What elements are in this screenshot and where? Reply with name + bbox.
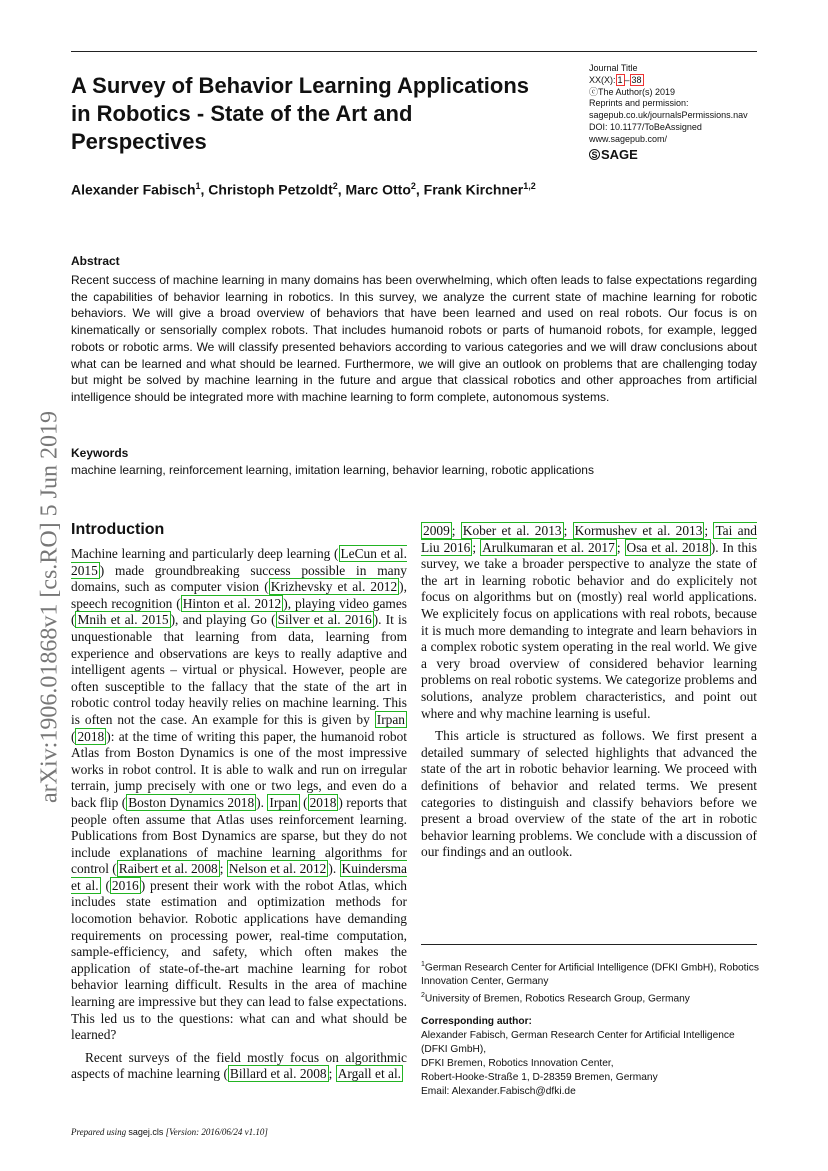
page-link-end[interactable]: 38 bbox=[631, 74, 642, 85]
affiliations bbox=[421, 958, 761, 1007]
citation-link[interactable]: Boston Dynamics 2018 bbox=[128, 794, 255, 810]
citation-link[interactable]: Irpan bbox=[269, 794, 298, 810]
citation-link[interactable]: Kuindersma et al. bbox=[71, 861, 407, 893]
citation-link[interactable]: 2009 bbox=[423, 523, 450, 538]
author-separator: , bbox=[337, 181, 346, 198]
corresponding-email: Email: Alexander.Fabisch@dfki.de bbox=[421, 1085, 576, 1097]
author-name: Christoph Petzoldt bbox=[208, 181, 333, 198]
body-text: ) reports that people often assume that Atlas uses reinforcement learning. Publications from Bost Dynamics are sparse, but they do not include explanations of machine learning algorithms for control ( bbox=[71, 794, 408, 877]
introduction-heading: Introduction bbox=[71, 521, 165, 538]
body-text: ). In this survey, we take a broader perspective to analyze the state of the art in learning robotic behavior and do explicitely not focus on algorithms but on (mostly) real world applications. We explicitely focus on applications with real robots, because it is much more demanding to integrate and learn behaviors in a complex robotic system operating in the real world. We give a very broad overview of considered behavior learning problems on real robotic systems. We categorize problems and solutions, analyze problem characteristics, and point out where and why machine learning is useful. bbox=[421, 539, 757, 721]
address-line: DFKI Bremen, Robotics Innovation Center, bbox=[421, 1057, 614, 1069]
body-text: ), speech recognition ( bbox=[71, 579, 407, 611]
intro-left-column bbox=[71, 546, 407, 1083]
footer: Prepared using sagej.cls [Version: 2016/06/24 v1.10] bbox=[71, 1127, 268, 1137]
reprints: Reprints and permission: bbox=[589, 98, 689, 109]
affiliation-text: University of Bremen, Robotics Research Group, Germany bbox=[424, 993, 690, 1005]
footnote-rule bbox=[421, 944, 757, 945]
body-text: ): at the time of writing this paper, the humanoid robot Atlas from Boston Dynamics is one of the most impressive works in robot control. It is able to walk and run on irregular terrain, jump precisely with one or two legs, and even do a back flip ( bbox=[71, 728, 407, 810]
body-text: ). It is unquestionable that learning from data, learning from experience and observations are keys to really adaptive and intelligent agents – virtual or physical. However, people are often susceptible to the fallacy that the state of the art in robotic control today heavily relies on machine learning. This is often not the case. An example for this is given by bbox=[71, 612, 407, 727]
arxiv-stamp: arXiv:1906.01868v1 [cs.RO] 5 Jun 2019 bbox=[36, 411, 63, 803]
journal-volume: XX(X): 1 – 38 bbox=[589, 74, 642, 85]
author-affiliation-mark: 2 bbox=[410, 181, 416, 191]
body-text: ), playing video games ( bbox=[71, 595, 407, 628]
top-rule bbox=[71, 51, 757, 52]
citation-link[interactable]: Hinton et al. 2012 bbox=[182, 595, 282, 611]
body-text: ; bbox=[616, 539, 625, 555]
body-text: ( bbox=[299, 794, 308, 810]
citation-link[interactable]: Krizhevsky et al. 2012 bbox=[270, 579, 398, 595]
keywords-label: Keywords bbox=[71, 446, 129, 460]
author-affiliation-mark: 1 bbox=[195, 181, 201, 191]
author-separator: , bbox=[415, 181, 424, 198]
citation-link[interactable]: Billard et al. 2008 bbox=[229, 1066, 327, 1082]
affiliation bbox=[421, 958, 761, 989]
citation-link[interactable]: Osa et al. 2018 bbox=[626, 539, 709, 555]
author-affiliation-mark: 2 bbox=[332, 181, 338, 191]
citation-link[interactable]: Tai and Liu 2016 bbox=[421, 523, 757, 555]
body-text: Recent surveys of the field mostly focus on algorithmic aspects of machine learning ( bbox=[71, 1049, 407, 1082]
body-text: Machine learning and particularly deep learning ( bbox=[71, 546, 339, 561]
doi: DOI: 10.1177/ToBeAssigned bbox=[589, 121, 702, 132]
body-text: ; bbox=[704, 523, 714, 538]
citation-link[interactable]: Arulkumaran et al. 2017 bbox=[482, 539, 615, 555]
citation-link[interactable]: 2016 bbox=[111, 877, 139, 893]
paragraph bbox=[71, 546, 407, 1044]
body-text: ). bbox=[328, 861, 340, 877]
citation-link[interactable]: Kober et al. 2013 bbox=[462, 523, 562, 538]
body-text: ; bbox=[219, 861, 227, 877]
paper-title: A Survey of Behavior Learning Applications in Robotics - State of the Art and Perspectives bbox=[71, 73, 530, 154]
corresponding-label: Corresponding author: bbox=[421, 1015, 532, 1027]
page-link-start[interactable]: 1 bbox=[617, 74, 623, 85]
affiliation bbox=[421, 989, 761, 1006]
body-text: ; bbox=[563, 523, 573, 538]
citation-link[interactable]: Kormushev et al. 2013 bbox=[574, 523, 703, 538]
keywords-text: machine learning, reinforcement learning, imitation learning, behavior learning, robotic applications bbox=[71, 463, 594, 477]
arxiv-sidebar bbox=[20, 372, 80, 842]
citation-link[interactable]: Irpan bbox=[376, 711, 405, 727]
abstract-text: Recent success of machine learning in many domains has been overwhelming, which often leads to false expectations regarding the capabilities of behavior learning in robotics. In this survey, we analyze the current state of machine learning for robotic behaviors. We will give a broad overview of behaviors that have been learned and used on real robots. Our focus is on kinematically or sensorially complex robots. That includes humanoid robots or parts of humanoid robots, for example, legged robots or robotic arms. We will classify presented behaviors according to various categories and we will draw conclusions about what can be learned and what should be learned. Furthermore, we will give an outlook on problems that are challenging today but might be solved by machine learning in the future and argue that classical robotics and other approaches from artificial intelligence should be integrated more with machine learning to form complete, autonomous systems. bbox=[71, 273, 757, 404]
paragraph bbox=[71, 1050, 407, 1083]
abstract-label: Abstract bbox=[71, 254, 120, 268]
citation-link[interactable]: Mnih et al. 2015 bbox=[77, 612, 169, 628]
affiliation-text: German Research Center for Artificial Intelligence (DFKI GmbH), Robotics Innovation Center, Germany bbox=[421, 962, 759, 988]
reprints-url: sagepub.co.uk/journalsPermissions.nav bbox=[589, 110, 748, 121]
citation-link[interactable]: 2018 bbox=[309, 794, 337, 810]
body-text: ), and playing Go ( bbox=[170, 612, 276, 628]
intro-right-column bbox=[421, 523, 757, 861]
address-line: Alexander Fabisch, German Research Center for Artificial Intelligence (DFKI GmbH), bbox=[421, 1029, 735, 1055]
author-list bbox=[71, 181, 757, 198]
address-line: Robert-Hooke-Straße 1, D-28359 Bremen, Germany bbox=[421, 1071, 658, 1083]
paragraph bbox=[421, 523, 757, 722]
body-text: ; bbox=[451, 523, 461, 538]
affiliation-mark: 2 bbox=[421, 992, 425, 1000]
copyright: ⓒThe Author(s) 2019 bbox=[589, 86, 676, 97]
body-text: ; bbox=[472, 539, 481, 555]
body-text: ; bbox=[328, 1066, 336, 1082]
body-text: ( bbox=[71, 728, 76, 744]
body-text: ). bbox=[256, 794, 268, 810]
publisher-logo: S SAGE bbox=[589, 149, 789, 161]
journal-info bbox=[589, 63, 789, 160]
citation-link[interactable]: Argall et al. bbox=[337, 1066, 402, 1082]
citation-link[interactable]: Silver et al. 2016 bbox=[277, 612, 372, 628]
citation-link[interactable]: 2018 bbox=[77, 728, 105, 744]
paragraph bbox=[421, 728, 757, 861]
journal-name: Journal Title bbox=[589, 63, 638, 73]
footnotes bbox=[421, 958, 761, 1099]
citation-link[interactable]: Nelson et al. 2012 bbox=[228, 861, 327, 877]
body-text: ) made groundbreaking success possible in many domains, such as computer vision ( bbox=[71, 562, 407, 595]
author-separator: , bbox=[200, 181, 209, 198]
affiliation-mark: 1 bbox=[421, 961, 425, 968]
body-text: ( bbox=[100, 877, 110, 893]
author-name: Marc Otto bbox=[345, 181, 411, 198]
author-affiliation-mark: 1,2 bbox=[523, 181, 536, 191]
body-text: ) present their work with the robot Atlas, which includes state estimation and optimization methods for locomotion behavior. Robotic applications have demanding requirements on processing power, real-time computation, sample-efficiency, and safety, which often makes the application of state-of-the-art machine learning for robot behavior learning difficult. Results in the area of machine learning are impressive but they can lead to false expectations. This led us to the questions: what can and what should be learned? bbox=[71, 877, 407, 1043]
website: www.sagepub.com/ bbox=[589, 133, 668, 144]
author-name: Frank Kirchner bbox=[423, 181, 524, 198]
citation-link[interactable]: LeCun et al. 2015 bbox=[71, 546, 407, 578]
corresponding-address bbox=[421, 1029, 761, 1085]
body-text: This article is structured as follows. We first present a detailed summary of selected highlights that advanced the state of the art in robotic behavior learning. We proceed with definitions of behavior and related terms. We present categories to distinguish and classify behaviors before we present a broad overview of the state of the art in robotic behavior learning problems. We conclude with a discussion of our findings and an outlook. bbox=[421, 728, 757, 860]
sage-s-icon: S bbox=[589, 149, 600, 160]
citation-link[interactable]: Raibert et al. 2008 bbox=[118, 861, 218, 877]
author-name: Alexander Fabisch bbox=[71, 181, 196, 198]
class-file: sagej.cls bbox=[128, 1127, 164, 1137]
